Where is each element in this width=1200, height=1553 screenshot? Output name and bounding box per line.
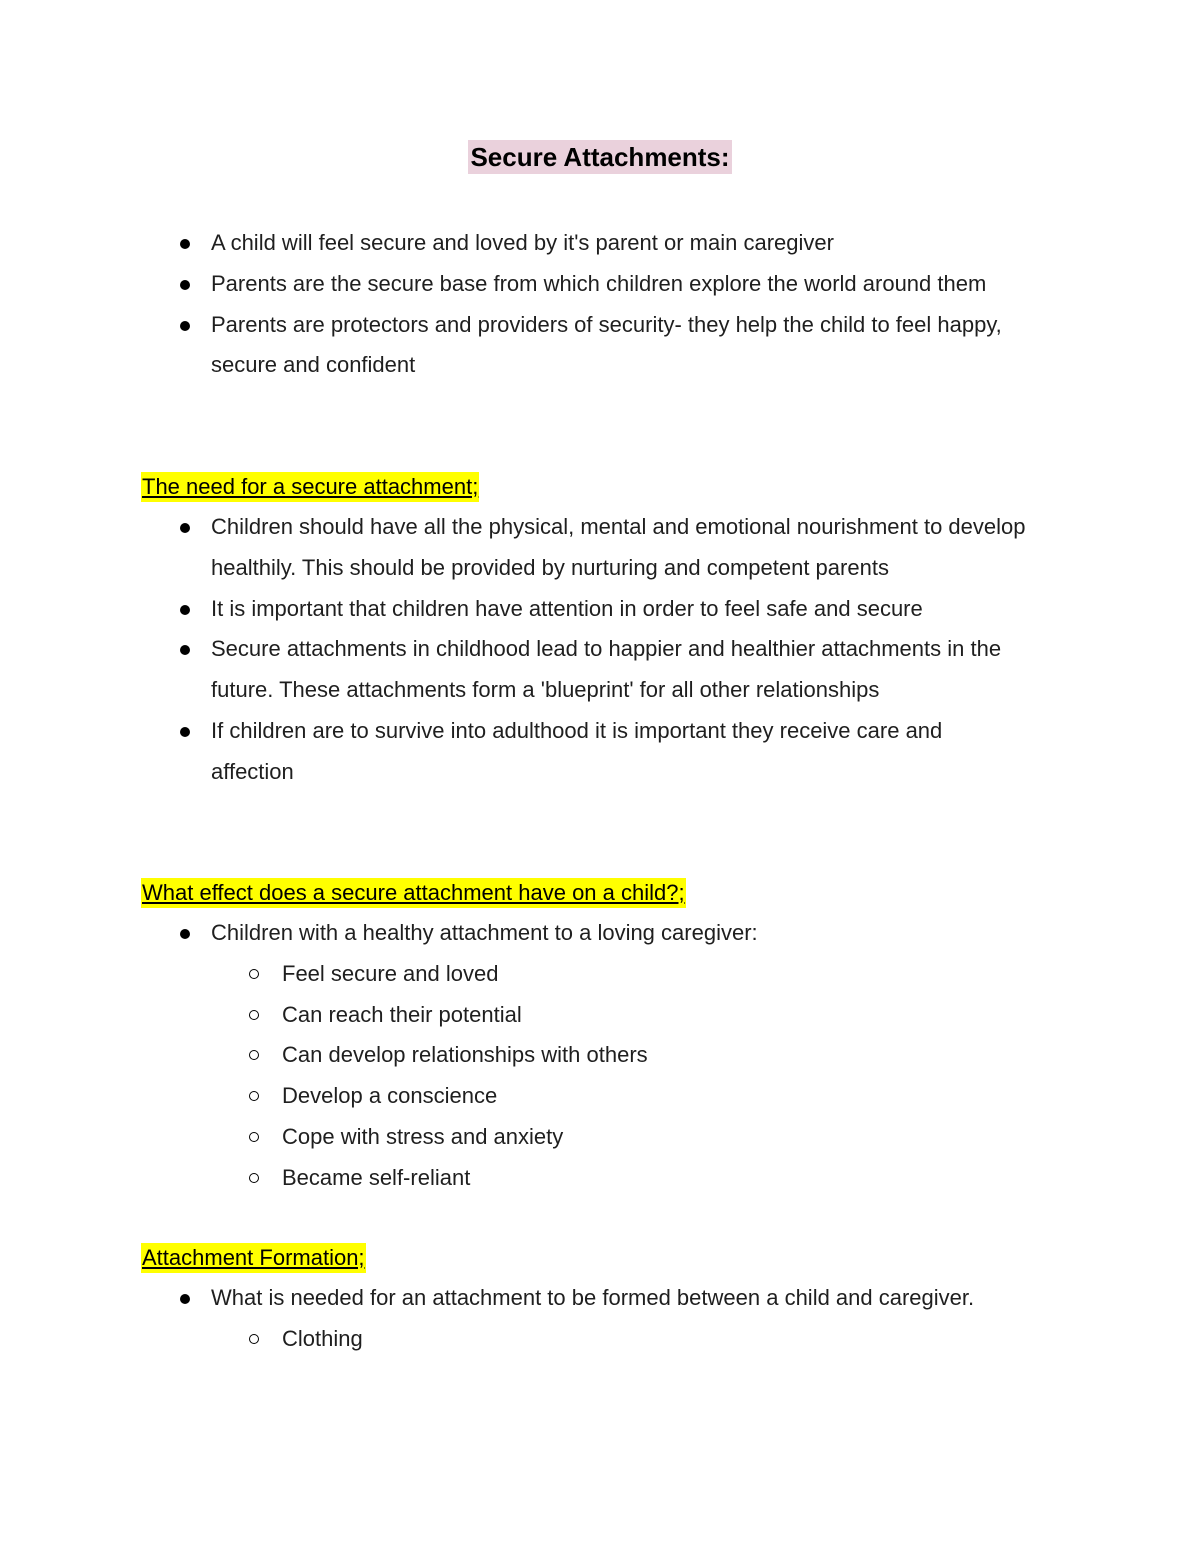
sublist-item-text: Can develop relationships with others (282, 1042, 648, 1068)
bullet-icon (180, 645, 190, 655)
list-item (0, 223, 1026, 264)
sublist-item (211, 1319, 1026, 1360)
sublist-item-text: Can reach their potential (282, 1001, 522, 1027)
list-item-text: Parents are the secure base from which children explore the world around them (211, 270, 987, 296)
hollow-bullet-icon (249, 969, 259, 979)
list-item-text: Parents are protectors and providers of security- they help the child to feel happy, secure and confident (211, 311, 1002, 378)
formation-sublist (211, 1319, 1026, 1360)
list-item-text: If children are to survive into adulthood it is important they receive care and affection (211, 717, 943, 784)
hollow-bullet-icon (249, 1091, 259, 1101)
section-heading-effect: What effect does a secure attachment have on a child?; (141, 878, 686, 908)
list-item (0, 507, 1026, 589)
section-heading-need: The need for a secure attachment; (141, 472, 479, 502)
hollow-bullet-icon (249, 1173, 259, 1183)
sublist-item-text: Became self-reliant (282, 1164, 471, 1190)
list-item (0, 913, 1026, 1199)
list-item (0, 1278, 1026, 1360)
bullet-icon (180, 321, 190, 331)
bullet-icon (180, 605, 190, 615)
bullet-icon (180, 727, 190, 737)
sublist-item-text: Develop a conscience (282, 1083, 498, 1109)
title-container (0, 140, 1200, 174)
hollow-bullet-icon (249, 1132, 259, 1142)
intro-list (0, 223, 1200, 386)
sublist-item (211, 1076, 1026, 1117)
need-list (0, 507, 1200, 793)
list-item (0, 264, 1026, 305)
list-item (0, 305, 1026, 387)
page-title: Secure Attachments: (470, 142, 730, 172)
bullet-icon (180, 239, 190, 249)
sublist-item (211, 1158, 1026, 1199)
list-item (0, 711, 1026, 793)
sublist-item (211, 1117, 1026, 1158)
list-item-text: It is important that children have attention in order to feel safe and secure (211, 595, 923, 621)
sublist-item-text: Feel secure and loved (282, 960, 499, 986)
hollow-bullet-icon (249, 1334, 259, 1344)
sublist-item (211, 995, 1026, 1036)
list-item (0, 589, 1026, 630)
bullet-icon (180, 1294, 190, 1304)
section-heading-formation: Attachment Formation; (141, 1243, 366, 1273)
hollow-bullet-icon (249, 1050, 259, 1060)
list-item-text: Secure attachments in childhood lead to happier and healthier attachments in the future. These attachments form a 'blueprint' for all other relationships (211, 636, 1002, 703)
formation-list (0, 1278, 1200, 1360)
hollow-bullet-icon (249, 1010, 259, 1020)
sublist-item (211, 1035, 1026, 1076)
sublist-item (211, 954, 1026, 995)
effect-list (0, 913, 1200, 1199)
list-item-text: Children should have all the physical, mental and emotional nourishment to develop healthily. This should be provided by nurturing and competent parents (211, 514, 1026, 580)
bullet-icon (180, 929, 190, 939)
list-item-text: A child will feel secure and loved by it's parent or main caregiver (211, 230, 834, 255)
effect-sublist (211, 954, 1026, 1199)
list-item-text: Children with a healthy attachment to a loving caregiver: (211, 920, 758, 945)
sublist-item-text: Cope with stress and anxiety (282, 1123, 564, 1149)
bullet-icon (180, 280, 190, 290)
list-item (0, 629, 1026, 711)
sublist-item-text: Clothing (282, 1325, 363, 1351)
bullet-icon (180, 523, 190, 533)
list-item-text: What is needed for an attachment to be formed between a child and caregiver. (211, 1285, 975, 1310)
